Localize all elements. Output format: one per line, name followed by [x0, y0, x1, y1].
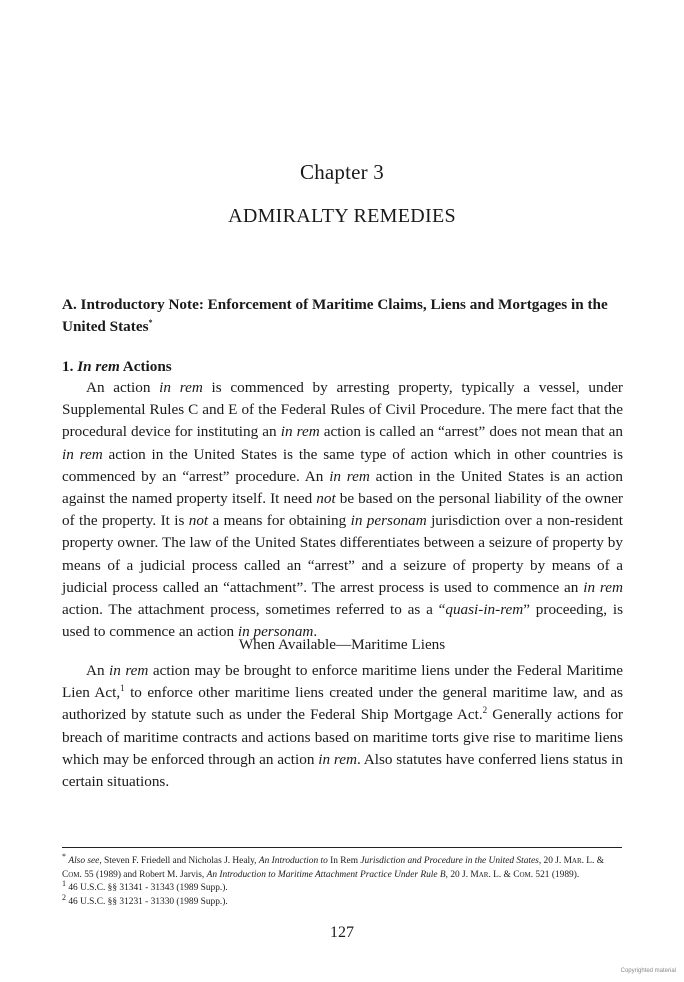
footnote-ref-1[interactable]: 1 — [120, 683, 125, 694]
text-run: . Also statutes have conferred liens status in certain situations. — [62, 750, 623, 791]
text-run: , Steven F. Friedell and Nicholas J. Healy, — [99, 856, 259, 866]
journal-abbrev: Mar. L. & Com. — [62, 856, 605, 880]
italic-term: An Introduction to Maritime Attachment Practice Under Rule B — [206, 869, 446, 880]
footnote-1 — [62, 878, 624, 896]
text-run: In Rem — [327, 856, 361, 866]
text-run: action is called an “arrest” does not mean that an — [319, 423, 623, 441]
subsection-heading — [62, 358, 172, 376]
text-run: . — [313, 623, 318, 641]
italic-term: in rem — [329, 467, 370, 485]
footnote-marker: 2 — [62, 892, 66, 902]
section-heading — [62, 294, 622, 338]
text-run: 521 (1989). — [533, 869, 580, 880]
italic-term: in personam — [350, 512, 427, 530]
footnote-text: 46 U.S.C. §§ 31341 - 31343 (1989 Supp.). — [66, 883, 228, 893]
footnote-marker: * — [62, 851, 66, 861]
text-run: action in the United States is the same type of action which in other countries is commenced by an “arrest” procedure. An — [62, 445, 623, 485]
italic-term: not — [188, 512, 209, 530]
italic-term: An Introduction to — [258, 856, 328, 866]
footnote-text: 46 U.S.C. §§ 31231 - 31330 (1989 Supp.). — [66, 896, 228, 907]
footnote-star — [62, 851, 624, 882]
text-run: An — [86, 662, 110, 679]
journal-abbrev: Mar. L. & Com. — [470, 869, 534, 880]
copyright-watermark: Copyrighted material — [620, 968, 676, 974]
italic-term: in rem — [62, 445, 103, 463]
text-run: is commenced by arresting property, typically a vessel, under Supplemental Rules C and E of the Federal Rules of Civil Procedure. The mere fact that the procedural device for instituting an — [62, 379, 623, 441]
subsection-title-italic: In rem — [77, 358, 120, 375]
text-run: jurisdiction over a non-resident property owner. The law of the United States differentiates between a seizure of property by means of a judicial process called an “arrest” and a seizure of property by means of a judicial process called an “attachment”. The arrest process is used to commence an — [62, 512, 624, 596]
text-run: action may be brought to enforce maritime liens under the Federal Maritime Lien Act, — [62, 662, 624, 702]
text-run: a means for obtaining — [208, 512, 351, 530]
paragraph-in-rem — [62, 377, 623, 643]
italic-term: Also see — [68, 856, 100, 866]
text-run: Generally actions for breach of maritime contracts and actions based on maritime torts give rise to maritime liens which may be enforced through an action — [62, 706, 623, 768]
text-run: An action — [86, 379, 160, 396]
text-run: ” proceeding, is used to commence an action — [62, 601, 623, 641]
footnote-2 — [62, 892, 624, 910]
chapter-title: ADMIRALTY REMEDIES — [228, 205, 456, 227]
subsection-title-rest: Actions — [122, 358, 172, 375]
footnote-marker: 1 — [62, 878, 66, 888]
italic-term: in rem — [109, 662, 149, 679]
text-run: 55 (1989) and Robert M. Jarvis, — [81, 869, 207, 880]
footnotes — [62, 851, 624, 909]
italic-term: Jurisdiction and Procedure in the United States — [360, 856, 539, 866]
italic-term: in rem — [280, 423, 320, 441]
italic-term: not — [316, 490, 336, 508]
footnote-divider — [62, 847, 622, 848]
italic-term: in personam — [237, 623, 314, 641]
text-run: be based on the personal liability of the owner of the property. It is — [62, 490, 623, 530]
text-run: action. The attachment process, sometimes referred to as a “ — [62, 601, 446, 619]
paragraph-maritime-liens — [62, 660, 623, 793]
italic-term: in rem — [318, 750, 357, 768]
text-run: action in the United States is an action against the named property itself. It need — [62, 467, 623, 508]
page-number: 127 — [330, 924, 354, 941]
centered-subheading: When Available—Maritime Liens — [238, 636, 446, 653]
italic-term: in rem — [583, 578, 623, 596]
section-heading-text: A. Introductory Note: Enforcement of Maritime Claims, Liens and Mortgages in the United States — [62, 296, 608, 335]
text-run: , 20 J. — [445, 869, 471, 880]
italic-term: quasi-in-rem — [445, 601, 524, 619]
footnote-ref-2[interactable]: 2 — [482, 705, 488, 716]
text-run: , 20 J. — [538, 856, 564, 866]
italic-term: in rem — [159, 379, 203, 396]
subsection-number: 1. — [62, 358, 74, 375]
footnote-ref-star: * — [148, 317, 153, 327]
text-run: to enforce other maritime liens created under the general maritime law, and as authorized by statute such as under the Federal Ship Mortgage Act. — [62, 684, 624, 724]
chapter-label: Chapter 3 — [299, 160, 385, 184]
